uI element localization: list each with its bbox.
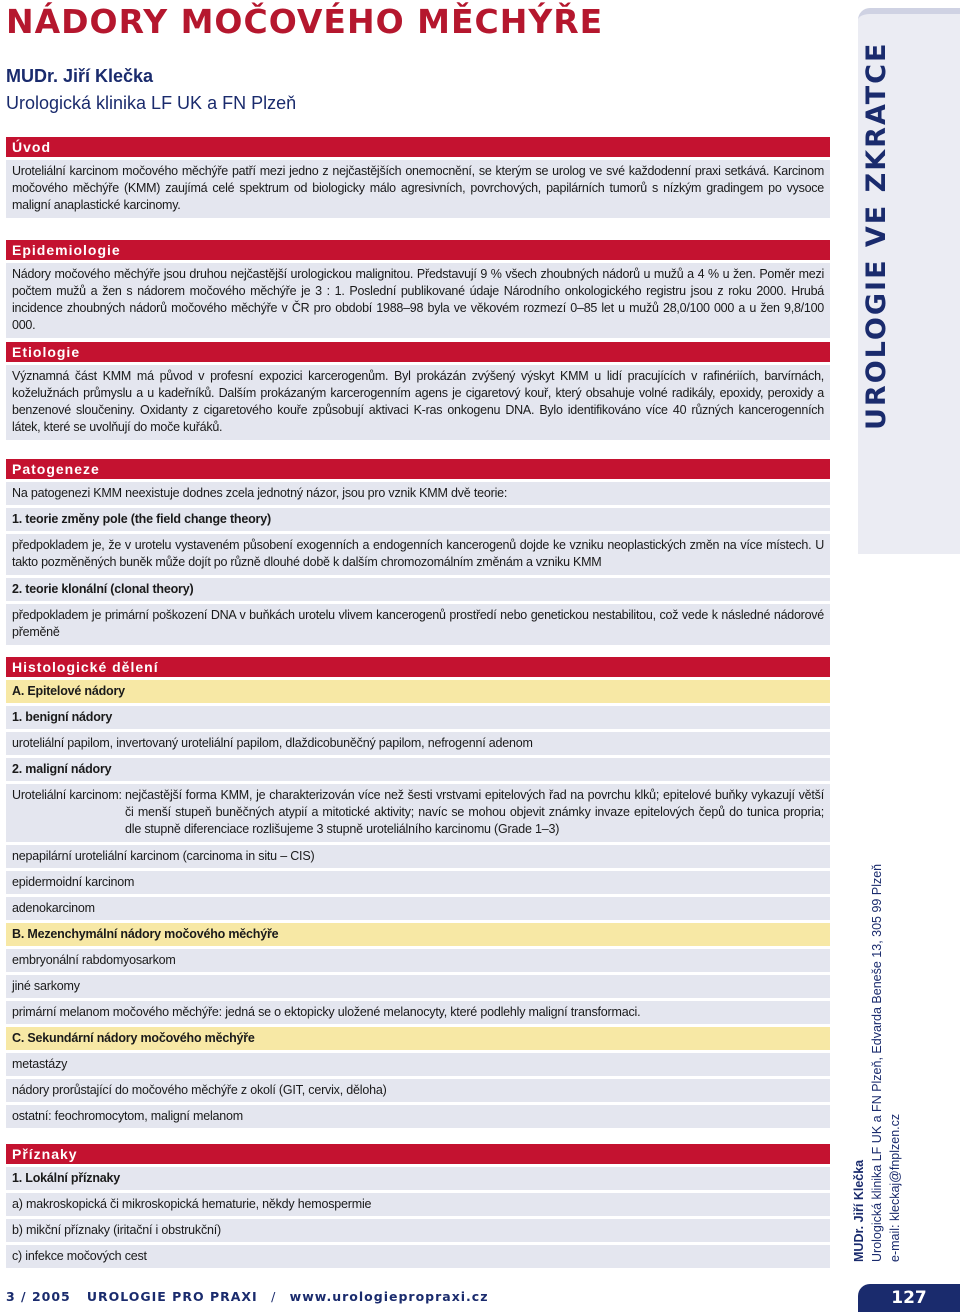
page-number: 127 bbox=[858, 1284, 960, 1312]
pathogenesis-intro: Na patogenezi KMM neexistuje dodnes zcela jednotný názor, jsou pro vznik KMM dvě teorie: bbox=[6, 482, 830, 505]
section-epidemiology bbox=[6, 240, 830, 341]
theory1-text: předpokladem je, že v urotelu vystaveném působení exogenních a endogenních kancerogenů dojde ke vzniku neoplastických změn na více místech. U takto pozměněných buněk může dojít po různě dlouhé době k dalším chromozomálním změnám a vzniku KMM bbox=[6, 534, 830, 575]
nonpapillary-item: nepapilární uroteliální karcinom (carcinoma in situ – CIS) bbox=[6, 845, 830, 868]
sidebar-title: UROLOGIE VE ZKRATCE bbox=[861, 41, 892, 430]
section-etiology bbox=[6, 342, 830, 443]
adenocarcinoma-item: adenokarcinom bbox=[6, 897, 830, 920]
section-heading-intro: Úvod bbox=[6, 137, 830, 157]
section-heading-etiology: Etiologie bbox=[6, 342, 830, 362]
section-heading-pathogenesis: Patogeneze bbox=[6, 459, 830, 479]
contact-email[interactable]: e-mail: kleckaj@fnplzen.cz bbox=[888, 1113, 902, 1262]
section-pathogenesis bbox=[6, 459, 830, 648]
contact-name: MUDr. Jiří Klečka bbox=[852, 1159, 866, 1262]
section-symptoms bbox=[6, 1144, 830, 1271]
epidermoid-item: epidermoidní karcinom bbox=[6, 871, 830, 894]
metastases-item: metastázy bbox=[6, 1053, 830, 1076]
epidemiology-text: Nádory močového měchýře jsou druhou nejčastější urologickou malignitou. Představují 9 % všech zhoubných nádorů u mužů a 4 % u žen. Poměr mezi počtem mužů a žen s nádorem močového měchýře je 3 : 1. Poslední publikované údaje Národního onkologického registru jsou z roku 2000. Hrubá incidence zhoubných nádorů močového měchýře v ČR pro období 1988–98 byla ve věkovém rozmezí 0–85 let u mužů 28,0/100 000 a u žen 9,8/100 000. bbox=[6, 263, 830, 338]
footer-separator: / bbox=[271, 1289, 277, 1304]
symptom-c: c) infekce močových cest bbox=[6, 1245, 830, 1268]
author-affiliation: Urologická klinika LF UK a FN Plzeň bbox=[6, 93, 297, 113]
page-title: NÁDORY MOČOVÉHO MĚCHÝŘE bbox=[6, 2, 604, 41]
urothelial-text: nejčastější forma KMM, je charakterizován více než šesti vrstvami epitelových řad na povrchu klků; epitelové buňky vykazují větší či menší stupeň buněčných atypií a mitotické aktivity; navíc se mohou objevit známky invaze epitelových čepů do tunica propria; dle stupně diferenciace rozlišujeme 3 stupně uroteliálního karcinomu (Grade 1–3) bbox=[125, 788, 824, 836]
section-heading-histology: Histologické dělení bbox=[6, 657, 830, 677]
section-intro bbox=[6, 137, 830, 221]
contact-address: Urologická klinika LF UK a FN Plzeň, Edvarda Beneše 13, 305 99 Plzeň bbox=[870, 863, 884, 1262]
benign-title: 1. benigní nádory bbox=[6, 706, 830, 729]
footer bbox=[6, 1289, 489, 1304]
footer-journal: UROLOGIE PRO PRAXI bbox=[86, 1289, 258, 1304]
histology-b-title: B. Mezenchymální nádory močového měchýře bbox=[6, 923, 830, 946]
malignant-title: 2. maligní nádory bbox=[6, 758, 830, 781]
intro-text: Uroteliální karcinom močového měchýře patří mezi jedno z nejčastějších onemocnění, se kterým se urolog ve své každodenní praxi setkává. Karcinom močového měchýře (KMM) zaujímá celé spektrum od biologicky málo agresivních, povrchových, papilárních tumorů s nízkým gradingem po vysoce maligní anaplastické karcinomy. bbox=[6, 160, 830, 218]
benign-text: uroteliální papilom, invertovaný uroteliální papilom, dlaždicobuněčný papilom, nefrogenní adenom bbox=[6, 732, 830, 755]
author-name: MUDr. Jiří Klečka bbox=[6, 66, 154, 86]
theory2-title: 2. teorie klonální (clonal theory) bbox=[6, 578, 830, 601]
urothelial-label: Uroteliální karcinom: bbox=[12, 788, 122, 802]
theory1-title: 1. teorie změny pole (the field change theory) bbox=[6, 508, 830, 531]
embryonal-item: embryonální rabdomyosarkom bbox=[6, 949, 830, 972]
section-histology bbox=[6, 657, 830, 1131]
sarcomas-item: jiné sarkomy bbox=[6, 975, 830, 998]
footer-issue: 3 / 2005 bbox=[6, 1289, 71, 1304]
other-item: ostatní: feochromocytom, maligní melanom bbox=[6, 1105, 830, 1128]
section-heading-epidemiology: Epidemiologie bbox=[6, 240, 830, 260]
etiology-text: Významná část KMM má původ v profesní expozici karcerogenům. Byl prokázán zvýšený výskyt KMM u lidí pracujících v rafinériích, barvírnách, koželužnách průmyslu a u kadeřníků. Dalším prokázaným karcerogenním agens je cigaretový kouř, který obsahuje volné radikály, epoxidy, peroxidy a benzenové sloučeniny. Oxidanty z cigaretového kouře způsobují aktivaci K-ras onkogenu DNA. Bylo identifikováno více 40 různých kancerogenních látek, které se uvolňují do moče kuřáků. bbox=[6, 365, 830, 440]
footer-url[interactable]: www.urologiepropraxi.cz bbox=[289, 1289, 489, 1304]
histology-a-title: A. Epitelové nádory bbox=[6, 680, 830, 703]
theory2-text: předpokladem je primární poškození DNA v buňkách urotelu vlivem kancerogenů prostředí nebo genetickou nestabilitou, což vede k následné nádorové přeměně bbox=[6, 604, 830, 645]
histology-c-title: C. Sekundární nádory močového měchýře bbox=[6, 1027, 830, 1050]
urothelial-carcinoma-row bbox=[6, 784, 830, 842]
symptom-a: a) makroskopická či mikroskopická hematurie, někdy hemospermie bbox=[6, 1193, 830, 1216]
section-heading-symptoms: Příznaky bbox=[6, 1144, 830, 1164]
melanoma-item: primární melanom močového měchýře: jedná se o ektopicky uložené melanocyty, které podlehly maligní transformaci. bbox=[6, 1001, 830, 1024]
infiltrating-item: nádory prorůstající do močového měchýře z okolí (GIT, cervix, děloha) bbox=[6, 1079, 830, 1102]
local-symptoms-title: 1. Lokální příznaky bbox=[6, 1167, 830, 1190]
symptom-b: b) mikční příznaky (iritační i obstrukční) bbox=[6, 1219, 830, 1242]
